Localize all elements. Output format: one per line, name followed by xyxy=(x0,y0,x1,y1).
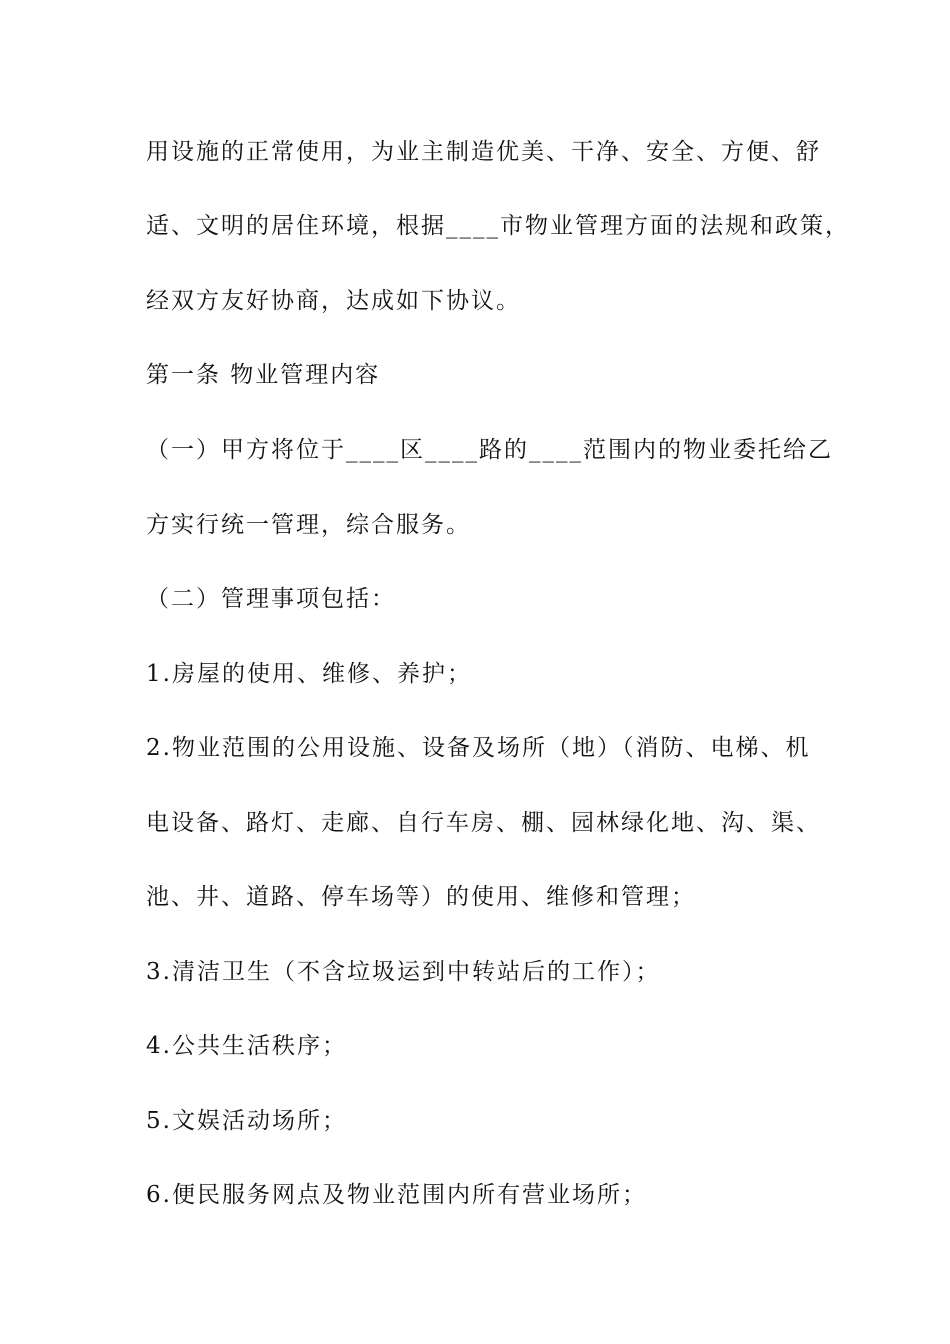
paragraph-line: 用设施的正常使用，为业主制造优美、干净、安全、方便、舒 xyxy=(146,139,821,165)
list-item: 3.清洁卫生（不含垃圾运到中转站后的工作）； xyxy=(146,959,661,985)
list-item: 5.文娱活动场所； xyxy=(146,1108,347,1134)
list-item: 6.便民服务网点及物业范围内所有营业场所； xyxy=(146,1182,647,1208)
list-item: 2.物业范围的公用设施、设备及场所（地）（消防、电梯、机 xyxy=(146,735,811,761)
paragraph-line: 适、文明的居住环境，根据____市物业管理方面的法规和政策， xyxy=(146,213,850,239)
list-item: 4.公共生活秩序； xyxy=(146,1033,347,1059)
section-heading: 第一条 物业管理内容 xyxy=(146,362,381,388)
list-item: 1.房屋的使用、维修、养护； xyxy=(146,661,472,687)
list-item-continuation: 池、井、道路、停车场等）的使用、维修和管理； xyxy=(146,884,696,910)
paragraph-line: （二）管理事项包括： xyxy=(146,586,396,612)
paragraph-line: 经双方友好协商，达成如下协议。 xyxy=(146,288,521,314)
paragraph-line: 方实行统一管理，综合服务。 xyxy=(146,512,471,538)
list-item-continuation: 电设备、路灯、走廊、自行车房、棚、园林绿化地、沟、渠、 xyxy=(146,810,821,836)
paragraph-line: （一）甲方将位于____区____路的____范围内的物业委托给乙 xyxy=(146,437,833,463)
